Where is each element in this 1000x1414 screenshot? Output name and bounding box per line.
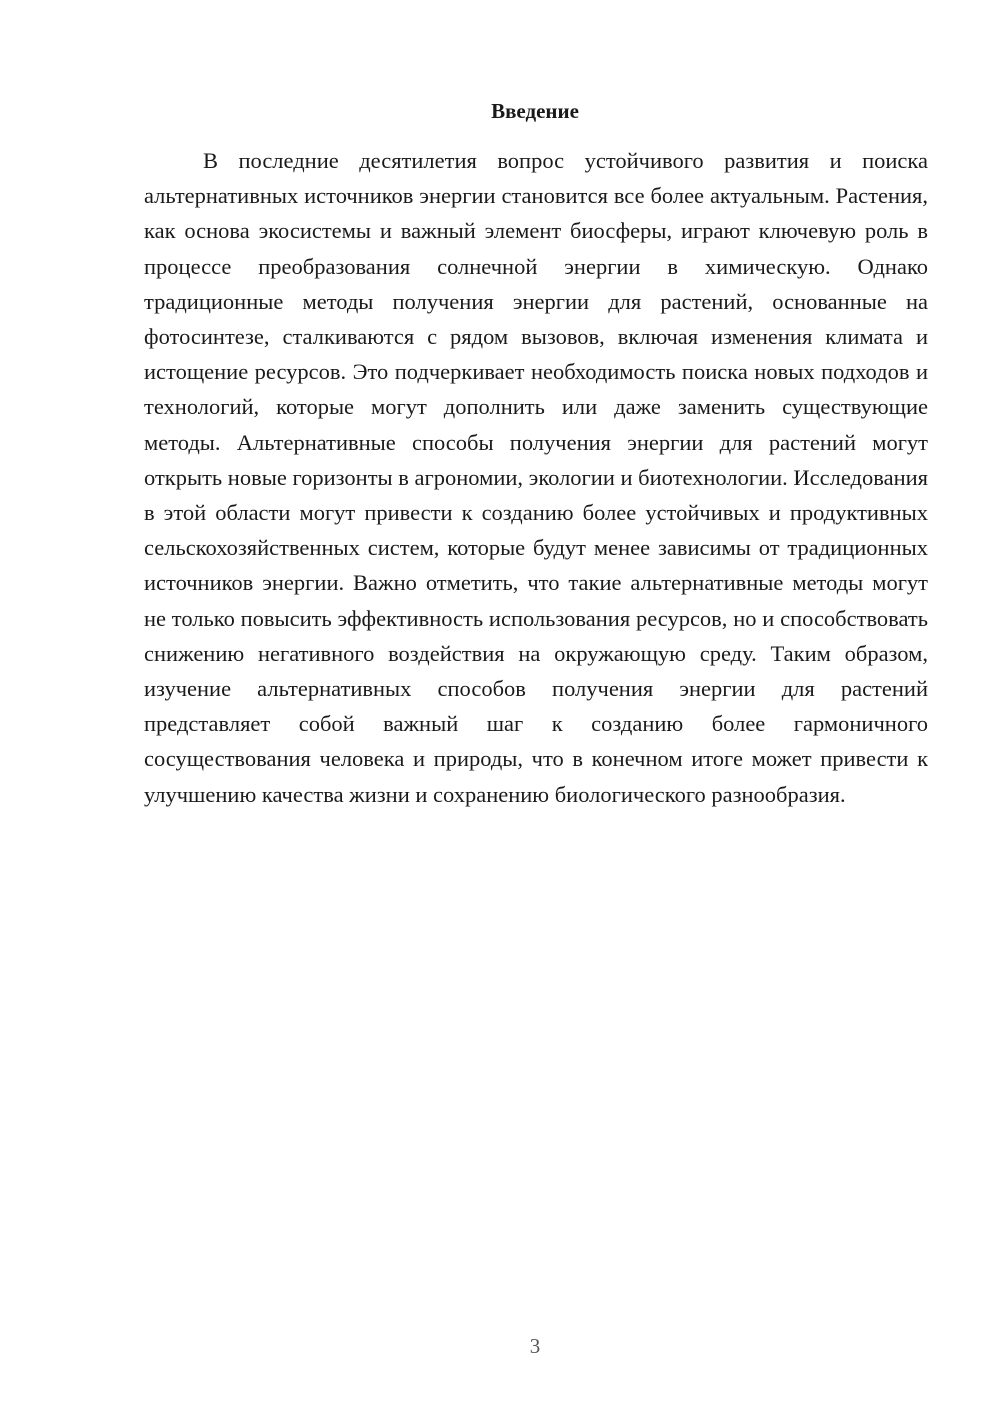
page-number: 3	[529, 1334, 541, 1358]
body-paragraph: В последние десятилетия вопрос устойчивого развития и поиска альтернативных источников энергии становится все более актуальным. Растения, как основа экосистемы и важный элемент биосферы, играют ключевую роль в процессе преобразования солнечной энергии в химическую. Однако традиционные методы получения энергии для растений, основанные на фотосинтезе, сталкиваются с рядом вызовов, включая изменения климата и истощение ресурсов. Это подчеркивает необходимость поиска новых подходов и технологий, которые могут дополнить или даже заменить существующие методы. Альтернативные способы получения энергии для растений могут открыть новые горизонты в агрономии, экологии и биотехнологии. Исследования в этой области могут привести к созданию более устойчивых и продуктивных сельскохозяйственных систем, которые будут менее зависимы от традиционных источников энергии. Важно отметить, что такие альтернативные методы могут не только повысить эффективность использования ресурсов, но и способствовать снижению негативного воздействия на окружающую среду. Таким образом, изучение альтернативных способов получения энергии для растений представляет собой важный шаг к созданию более гармоничного сосуществования человека и природы, что в конечном итоге может привести к улучшению качества жизни и сохранению биологического разнообразия.	[144, 148, 928, 807]
section-heading: Введение	[491, 99, 579, 123]
